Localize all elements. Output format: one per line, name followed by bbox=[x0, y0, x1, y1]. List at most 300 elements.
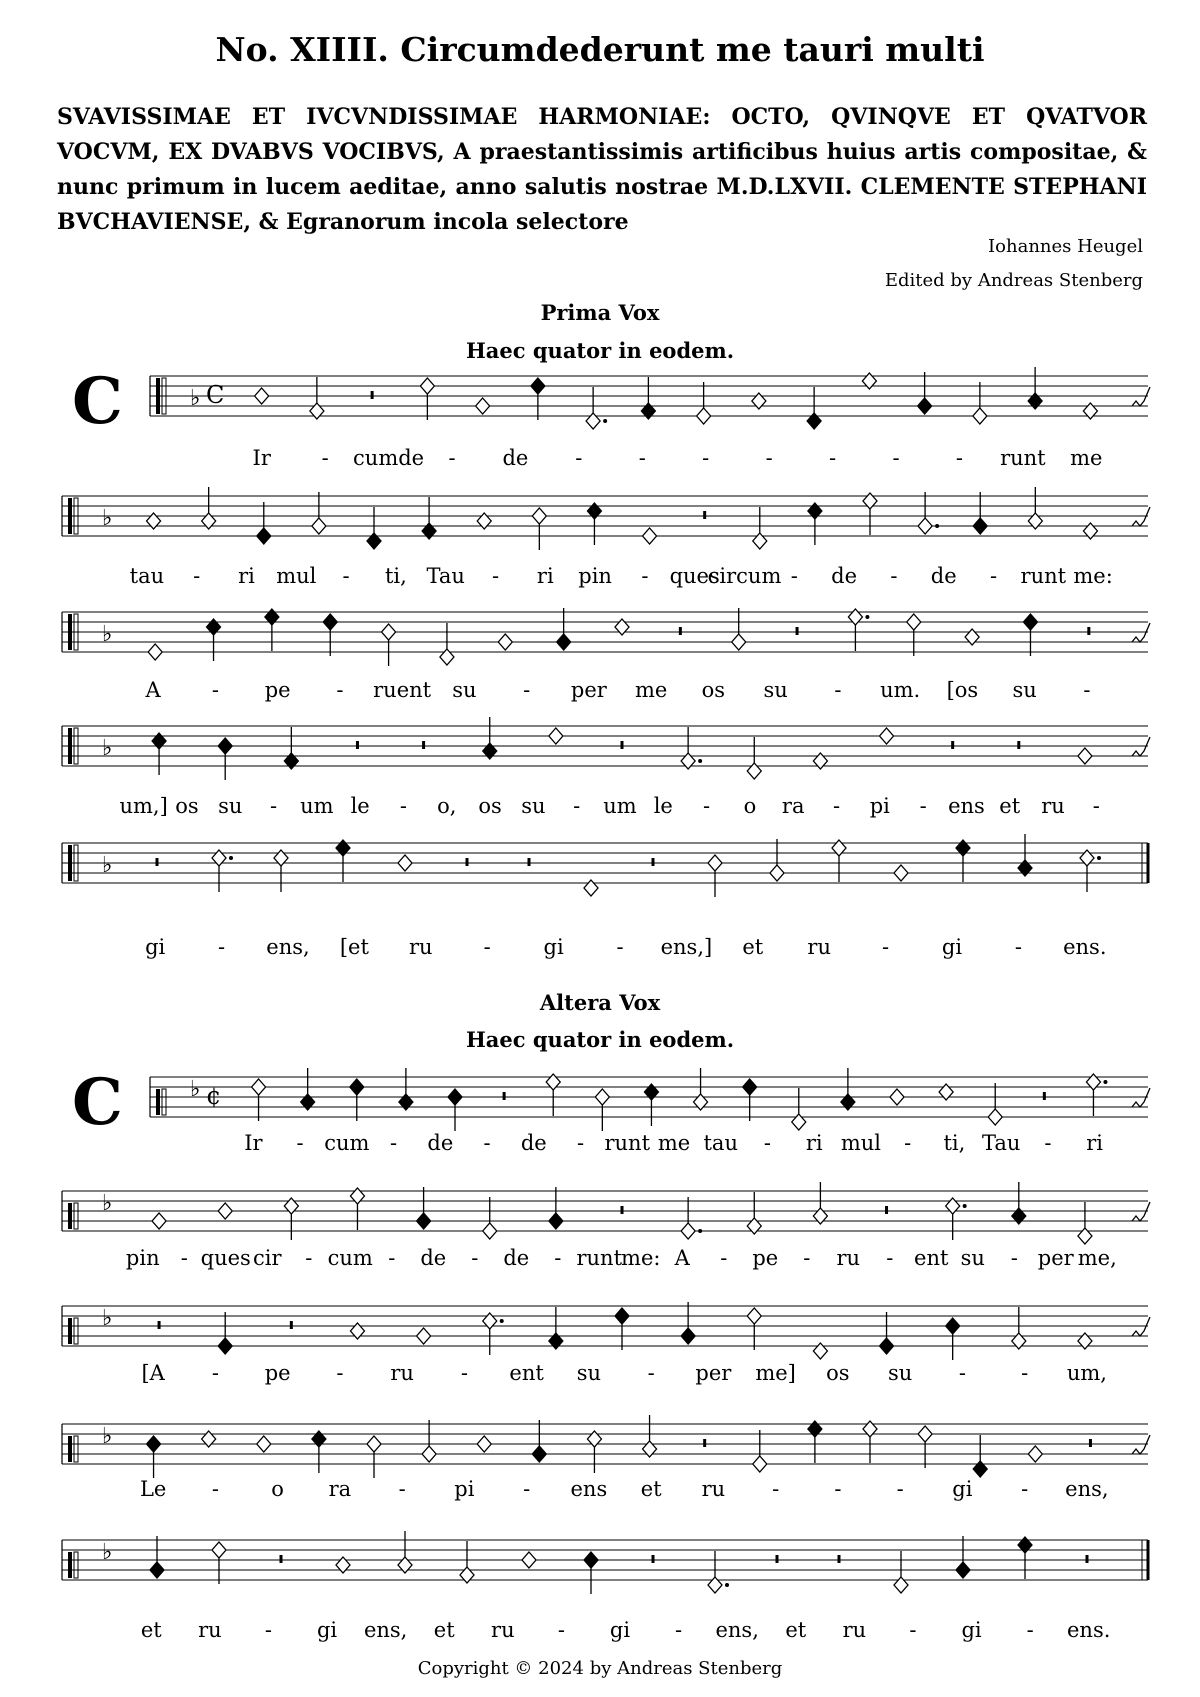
dot-mark bbox=[935, 524, 939, 528]
note-head bbox=[586, 413, 600, 429]
note-head bbox=[918, 518, 932, 534]
c-clef-icon bbox=[68, 614, 72, 650]
lyric-syllable: runt bbox=[1020, 564, 1067, 588]
lyric-syllable: de bbox=[420, 1246, 447, 1270]
lyric-syllable: - bbox=[886, 1246, 894, 1270]
lyric-syllable: - bbox=[890, 564, 898, 588]
note-head bbox=[150, 1562, 164, 1578]
note-head bbox=[1080, 850, 1094, 866]
time-signature: C bbox=[206, 381, 225, 409]
lyric-syllable: A bbox=[674, 1246, 690, 1270]
lyric-syllable: ens. bbox=[1067, 1618, 1111, 1642]
lyric-syllable: - bbox=[575, 446, 583, 470]
lyric-syllable: - bbox=[638, 446, 646, 470]
rest-mark bbox=[621, 741, 624, 749]
note-head bbox=[382, 624, 396, 640]
lyric-syllable: de bbox=[520, 1131, 547, 1155]
lyric-syllable: os bbox=[175, 794, 199, 818]
note-head bbox=[973, 1461, 987, 1477]
lyric-syllable: su bbox=[960, 1246, 985, 1270]
lyric-syllable: ti, bbox=[384, 564, 407, 588]
note-head bbox=[862, 373, 876, 389]
lyric-syllable: - bbox=[1021, 1477, 1029, 1501]
note-head bbox=[697, 408, 711, 424]
note-head bbox=[284, 1198, 298, 1214]
note-head bbox=[549, 728, 563, 744]
note-head bbox=[1078, 1333, 1092, 1349]
note-head bbox=[417, 1213, 431, 1229]
dot-mark bbox=[1097, 856, 1101, 860]
note-head bbox=[807, 413, 821, 429]
dot-mark bbox=[1103, 1080, 1107, 1084]
note-head bbox=[522, 1552, 536, 1568]
rest-mark bbox=[838, 1555, 841, 1563]
note-head bbox=[202, 1431, 216, 1447]
note-head bbox=[965, 629, 979, 645]
rest-mark bbox=[776, 1555, 779, 1563]
lyric-syllable: per bbox=[1037, 1246, 1074, 1270]
lyric-syllable: me bbox=[634, 678, 668, 702]
lyric-syllable: - bbox=[342, 564, 350, 588]
note-head bbox=[265, 609, 279, 625]
note-head bbox=[310, 403, 324, 419]
note-head bbox=[643, 1441, 657, 1457]
rest-mark bbox=[1086, 1555, 1089, 1563]
lyric-syllable: ri bbox=[238, 564, 255, 588]
lyric-syllable: os bbox=[478, 794, 502, 818]
lyric-syllable: pin bbox=[578, 564, 612, 588]
flat-sign-icon: ♭ bbox=[102, 736, 113, 761]
note-head bbox=[202, 513, 216, 529]
lyric-syllable: ens, bbox=[363, 1618, 408, 1642]
lyric-syllable: - bbox=[834, 1477, 842, 1501]
note-head bbox=[681, 1223, 695, 1239]
lyric-syllable: de bbox=[831, 564, 858, 588]
lyric-syllable: ent bbox=[509, 1361, 544, 1385]
lyric-syllable: de bbox=[502, 446, 529, 470]
c-clef-icon bbox=[74, 1203, 78, 1229]
lyric-syllable: - bbox=[955, 446, 963, 470]
lyric-syllable: pi bbox=[869, 794, 890, 818]
note-head bbox=[644, 1084, 658, 1100]
lyric-syllable: - bbox=[398, 1477, 406, 1501]
note-head bbox=[422, 1446, 436, 1462]
rest-mark bbox=[371, 391, 374, 399]
lyric-syllable: - bbox=[523, 1477, 531, 1501]
lyric-syllable: ri bbox=[1086, 1131, 1104, 1155]
note-head bbox=[460, 1567, 474, 1583]
note-head bbox=[483, 743, 497, 759]
note-head bbox=[743, 1079, 757, 1095]
lyric-syllable: - bbox=[1044, 1131, 1052, 1155]
note-head bbox=[1012, 1208, 1026, 1224]
lyric-syllable: ru bbox=[807, 935, 831, 959]
note-head bbox=[218, 1338, 232, 1354]
note-head bbox=[708, 1577, 722, 1593]
lyric-syllable: tau bbox=[703, 1131, 738, 1155]
note-head bbox=[398, 1557, 412, 1573]
lyric-syllable: ques bbox=[669, 564, 720, 588]
lyric-syllable: - bbox=[399, 794, 408, 818]
time-signature: ¢ bbox=[206, 1082, 222, 1110]
lyric-syllable: - bbox=[790, 564, 798, 588]
note-head bbox=[848, 609, 862, 625]
lyric-syllable: gi bbox=[316, 1618, 338, 1642]
lyric-syllable: runt bbox=[1000, 446, 1046, 470]
c-clef-icon bbox=[68, 1436, 72, 1462]
note-head bbox=[584, 880, 598, 896]
c-clef-icon bbox=[68, 845, 72, 881]
lyric-syllable: Ir bbox=[252, 446, 271, 470]
lyric-syllable: um bbox=[603, 794, 637, 818]
lyric-syllable: pe bbox=[264, 678, 291, 702]
lyric-syllable: cir bbox=[252, 1246, 282, 1270]
note-head bbox=[808, 503, 822, 519]
lyric-syllable: [et bbox=[339, 935, 369, 959]
lyric-syllable: me: bbox=[1073, 564, 1113, 588]
editor-credit: Edited by Andreas Stenberg bbox=[884, 270, 1143, 291]
note-head bbox=[813, 1343, 827, 1359]
note-head bbox=[422, 523, 436, 539]
lyric-syllable: ens. bbox=[1063, 935, 1107, 959]
note-head bbox=[956, 840, 970, 856]
rest-mark bbox=[503, 1092, 506, 1100]
note-head bbox=[1028, 513, 1042, 529]
lyric-syllable: o, bbox=[437, 794, 457, 818]
rest-mark bbox=[158, 1321, 161, 1329]
c-clef-icon bbox=[68, 1318, 72, 1344]
note-head bbox=[643, 528, 657, 544]
lyric-syllable: - bbox=[989, 564, 998, 588]
voice-initial-letter: C bbox=[72, 1065, 123, 1140]
note-head bbox=[595, 1089, 609, 1105]
note-head bbox=[557, 634, 571, 650]
note-head bbox=[546, 1074, 560, 1090]
lyric-syllable: - bbox=[448, 446, 456, 470]
lyric-syllable: - bbox=[388, 1246, 396, 1270]
note-head bbox=[894, 865, 908, 881]
lyric-syllable: - bbox=[829, 446, 837, 470]
lyric-syllable: - bbox=[305, 1246, 313, 1270]
lyric-syllable: ri bbox=[805, 1131, 823, 1155]
lyric-syllable: gi bbox=[543, 935, 564, 959]
note-head bbox=[1018, 860, 1032, 876]
lyric-syllable: mul bbox=[276, 564, 317, 588]
lyric-syllable: - bbox=[1092, 794, 1100, 818]
lyric-syllable: gi bbox=[145, 935, 166, 959]
note-head bbox=[531, 378, 545, 394]
note-head bbox=[1028, 1446, 1042, 1462]
note-head bbox=[747, 763, 761, 779]
dot-mark bbox=[603, 419, 607, 423]
lyric-syllable: gi bbox=[952, 1477, 973, 1501]
flat-sign-icon: ♭ bbox=[102, 1306, 113, 1331]
note-head bbox=[753, 533, 767, 549]
lyric-syllable: - bbox=[264, 1618, 273, 1642]
note-head bbox=[336, 840, 350, 856]
lyric-syllable: - bbox=[1026, 1618, 1034, 1642]
dot-mark bbox=[725, 1583, 729, 1587]
note-head bbox=[973, 518, 987, 534]
lyric-syllable: - bbox=[616, 935, 624, 959]
lyric-syllable: cum bbox=[324, 1131, 370, 1155]
lyric-syllable: - bbox=[772, 1477, 780, 1501]
lyric-syllable: - bbox=[647, 1361, 655, 1385]
note-head bbox=[681, 1328, 695, 1344]
note-head bbox=[312, 1431, 326, 1447]
dot-mark bbox=[963, 1204, 967, 1208]
rest-mark bbox=[1087, 627, 1090, 635]
note-head bbox=[350, 1323, 364, 1339]
lyric-syllable: [os bbox=[946, 678, 979, 702]
lyric-syllable: - bbox=[641, 564, 649, 588]
lyric-syllable: [A bbox=[141, 1361, 165, 1385]
note-head bbox=[284, 753, 298, 769]
lyric-syllable: - bbox=[321, 446, 329, 470]
note-head bbox=[1083, 403, 1097, 419]
lyric-syllable: - bbox=[218, 935, 226, 959]
lyric-syllable: - bbox=[803, 1246, 811, 1270]
rest-mark bbox=[1089, 1439, 1092, 1447]
lyric-syllable: Ir bbox=[244, 1131, 263, 1155]
note-head bbox=[257, 528, 271, 544]
note-head bbox=[832, 840, 846, 856]
lyric-syllable: os bbox=[826, 1361, 850, 1385]
note-head bbox=[532, 1446, 546, 1462]
lyric-syllable: ru bbox=[836, 1246, 861, 1270]
note-head bbox=[681, 753, 695, 769]
note-head bbox=[218, 738, 232, 754]
note-head bbox=[255, 388, 269, 404]
note-head bbox=[477, 1436, 491, 1452]
lyric-syllable: - bbox=[211, 1361, 219, 1385]
lyric-syllable: - bbox=[1021, 1361, 1029, 1385]
lyric-syllable: le bbox=[350, 794, 370, 818]
lyric-syllable: tau bbox=[129, 564, 165, 588]
lyric-syllable: - bbox=[523, 678, 531, 702]
note-head bbox=[274, 850, 288, 866]
note-head bbox=[549, 1213, 563, 1229]
lyric-syllable: ens bbox=[948, 794, 985, 818]
note-head bbox=[841, 1094, 855, 1110]
lyric-syllable: ru bbox=[701, 1477, 726, 1501]
lyric-syllable: um. bbox=[880, 678, 921, 702]
lyric-syllable: - bbox=[296, 1131, 304, 1155]
note-head bbox=[350, 1079, 364, 1095]
c-clef-icon bbox=[68, 498, 72, 534]
lyric-syllable: ent bbox=[914, 1246, 949, 1270]
flat-sign-icon: ♭ bbox=[102, 853, 113, 878]
note-head bbox=[483, 1223, 497, 1239]
note-head bbox=[894, 1577, 908, 1593]
note-head bbox=[939, 1084, 953, 1100]
lyric-syllable: - bbox=[390, 1131, 398, 1155]
lyric-syllable: - bbox=[909, 1618, 917, 1642]
lyric-syllable: - bbox=[675, 1618, 683, 1642]
note-head bbox=[956, 1562, 970, 1578]
lyric-syllable: Le bbox=[139, 1477, 167, 1501]
c-clef-icon bbox=[74, 1552, 78, 1578]
note-head bbox=[584, 1552, 598, 1568]
lyric-syllable: et bbox=[640, 1477, 662, 1501]
lyric-syllable: ru bbox=[842, 1618, 867, 1642]
note-head bbox=[863, 493, 877, 509]
lyric-syllable: le bbox=[653, 794, 673, 818]
lyric-syllable: - bbox=[270, 794, 278, 818]
note-head bbox=[420, 378, 434, 394]
note-head bbox=[498, 634, 512, 650]
lyric-syllable: su bbox=[763, 678, 788, 702]
lyric-syllable: su bbox=[576, 1361, 602, 1385]
voice-title-altera: Altera Vox bbox=[539, 990, 661, 1015]
rest-mark bbox=[1043, 1092, 1046, 1100]
rest-mark bbox=[652, 1555, 655, 1563]
lyric-syllable: - bbox=[336, 678, 344, 702]
note-head bbox=[1086, 1074, 1100, 1090]
lyric-syllable: ques bbox=[200, 1246, 251, 1270]
lyric-syllable: et bbox=[140, 1618, 162, 1642]
note-head bbox=[398, 855, 412, 871]
note-head bbox=[890, 1089, 904, 1105]
lyric-syllable: - bbox=[904, 1131, 912, 1155]
lyric-syllable: - bbox=[483, 935, 491, 959]
lyric-syllable: me bbox=[1070, 446, 1103, 470]
note-head bbox=[813, 753, 827, 769]
flat-sign-icon: ♭ bbox=[102, 1424, 113, 1449]
dot-mark bbox=[698, 759, 702, 763]
note-head bbox=[1078, 1228, 1092, 1244]
lyric-syllable: - bbox=[1083, 678, 1091, 702]
note-head bbox=[367, 533, 381, 549]
lyric-syllable: ens,] bbox=[660, 935, 713, 959]
piece-title: No. XIIII. Circumdederunt me tauri multi bbox=[215, 30, 985, 69]
lyric-syllable: me bbox=[657, 1131, 691, 1155]
note-head bbox=[615, 1308, 629, 1324]
note-head bbox=[336, 1557, 350, 1573]
rest-mark bbox=[422, 741, 425, 749]
lyric-syllable: su bbox=[521, 794, 546, 818]
lyric-syllable: ruent bbox=[373, 678, 432, 702]
rest-mark bbox=[796, 627, 799, 635]
lyric-syllable: pi bbox=[454, 1477, 475, 1501]
lyric-syllable: - bbox=[919, 794, 927, 818]
rest-mark bbox=[356, 741, 359, 749]
lyric-syllable: ru bbox=[198, 1618, 222, 1642]
incipit-prima: Haec quator in eodem. bbox=[465, 338, 735, 363]
note-head bbox=[708, 855, 722, 871]
note-head bbox=[350, 1188, 364, 1204]
lyric-syllable: me, bbox=[1077, 1246, 1117, 1270]
lyric-syllable: per bbox=[570, 678, 607, 702]
note-head bbox=[448, 1089, 462, 1105]
note-head bbox=[207, 619, 221, 635]
rest-mark bbox=[652, 858, 655, 866]
lyric-syllable: me: bbox=[621, 1246, 661, 1270]
lyric-syllable: - bbox=[554, 1246, 562, 1270]
lyric-syllable: - bbox=[703, 794, 711, 818]
lyric-syllable: mul bbox=[840, 1131, 882, 1155]
rest-mark bbox=[885, 1206, 888, 1214]
voice-title-prima: Prima Vox bbox=[540, 300, 660, 325]
lyric-syllable: - bbox=[882, 935, 890, 959]
note-head bbox=[732, 634, 746, 650]
c-clef-icon bbox=[162, 1089, 166, 1115]
note-head bbox=[747, 1218, 761, 1234]
incipit-altera: Haec quator in eodem. bbox=[465, 1027, 735, 1052]
note-head bbox=[770, 865, 784, 881]
lyric-syllable: um, bbox=[1066, 1361, 1107, 1385]
lyric-syllable: circum bbox=[707, 564, 782, 588]
note-head bbox=[367, 1436, 381, 1452]
flat-sign-icon: ♭ bbox=[190, 1077, 201, 1102]
c-clef-icon bbox=[68, 1552, 72, 1578]
lyric-syllable: ti, bbox=[943, 1131, 966, 1155]
lyric-syllable: - bbox=[834, 678, 842, 702]
note-head bbox=[152, 1213, 166, 1229]
lyric-syllable: ri bbox=[536, 564, 554, 588]
note-head bbox=[880, 728, 894, 744]
lyric-syllable: su bbox=[452, 678, 477, 702]
lyric-syllable: de bbox=[503, 1246, 530, 1270]
note-head bbox=[907, 614, 921, 630]
lyric-syllable: - bbox=[491, 564, 500, 588]
note-head bbox=[988, 1109, 1002, 1125]
lyric-syllable: ru bbox=[390, 1361, 414, 1385]
note-head bbox=[1078, 748, 1092, 764]
lyric-syllable: su bbox=[1012, 678, 1037, 702]
lyric-syllable: - bbox=[1014, 935, 1022, 959]
note-head bbox=[212, 1542, 226, 1558]
lyric-syllable: cumde bbox=[353, 446, 425, 470]
dot-mark bbox=[865, 615, 869, 619]
lyric-syllable: o bbox=[271, 1477, 284, 1501]
note-head bbox=[147, 1436, 161, 1452]
lyric-syllable: - bbox=[460, 1361, 468, 1385]
lyric-syllable: ens, bbox=[1065, 1477, 1109, 1501]
lyric-syllable: ens, bbox=[715, 1618, 759, 1642]
lyric-syllable: de bbox=[427, 1131, 454, 1155]
lyric-syllable: gi bbox=[941, 935, 963, 959]
note-head bbox=[1018, 1537, 1032, 1553]
note-head bbox=[532, 508, 546, 524]
note-head bbox=[973, 408, 987, 424]
flat-sign-icon: ♭ bbox=[102, 506, 113, 531]
note-head bbox=[399, 1094, 413, 1110]
voice-initial-letter: C bbox=[72, 364, 123, 439]
note-head bbox=[147, 513, 161, 529]
lyric-syllable: gi bbox=[961, 1618, 982, 1642]
lyric-syllable: per bbox=[695, 1361, 732, 1385]
note-head bbox=[792, 1114, 806, 1130]
note-head bbox=[549, 1333, 563, 1349]
lyric-syllable: - bbox=[720, 1246, 728, 1270]
lyric-syllable: pe bbox=[752, 1246, 779, 1270]
note-head bbox=[152, 733, 166, 749]
note-head bbox=[641, 403, 655, 419]
note-head bbox=[752, 393, 766, 409]
dot-mark bbox=[229, 856, 233, 860]
lyric-syllable: me] bbox=[755, 1361, 796, 1385]
note-head bbox=[863, 1421, 877, 1437]
lyric-syllable: um bbox=[300, 794, 334, 818]
note-head bbox=[1023, 614, 1037, 630]
note-head bbox=[918, 398, 932, 414]
lyric-syllable: runt bbox=[576, 1246, 623, 1270]
lyric-syllable: pin bbox=[125, 1246, 160, 1270]
lyric-syllable: cum bbox=[327, 1246, 373, 1270]
rest-mark bbox=[466, 858, 469, 866]
rest-mark bbox=[528, 858, 531, 866]
